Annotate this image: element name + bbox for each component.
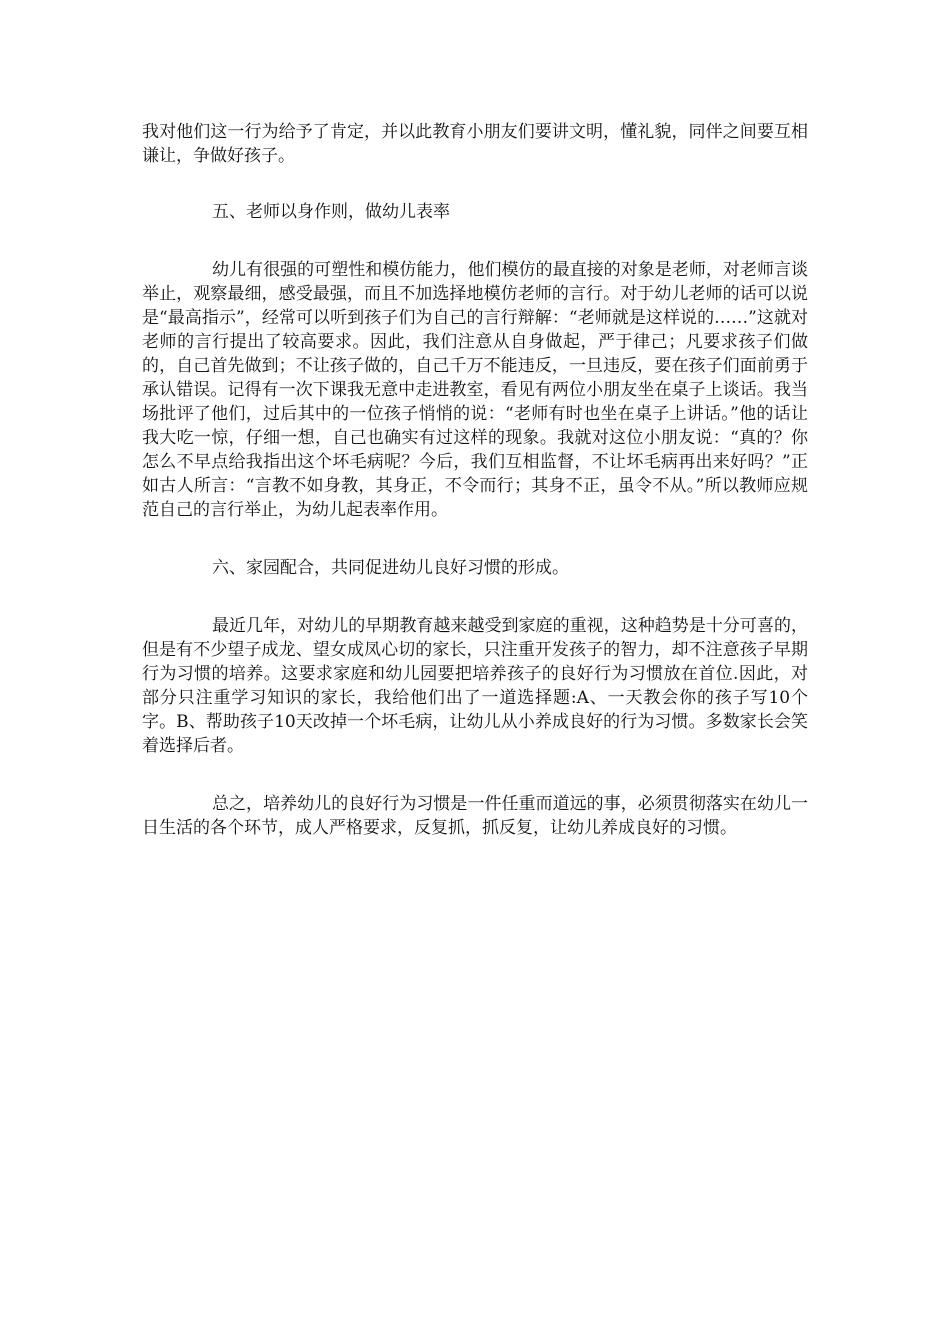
paragraph-conclusion: 总之，培养幼儿的良好行为习惯是一件任重而道远的事，必须贯彻落实在幼儿一日生活的各个环节，成人严格要求，反复抓，抓反复，让幼儿养成良好的习惯。 xyxy=(142,794,808,838)
paragraph-spacer xyxy=(142,522,808,556)
document-body xyxy=(142,120,808,840)
paragraph-spacer xyxy=(142,758,808,792)
paragraph-spacer xyxy=(142,224,808,258)
paragraph-spacer xyxy=(142,580,808,614)
section-heading-6: 六、家园配合，共同促进幼儿良好习惯的形成。 xyxy=(212,558,569,578)
paragraph-spacer xyxy=(142,168,808,200)
section-heading-5: 五、老师以身作则，做幼儿表率 xyxy=(212,202,450,222)
paragraph-home-school: 最近几年，对幼儿的早期教育越来越受到家庭的重视，这种趋势是十分可喜的，但是有不少望子成龙、望女成凤心切的家长，只注重开发孩子的智力，却不注意孩子早期行为习惯的培养。这要求家庭和幼儿园要把培养孩子的良好行为习惯放在首位.因此，对部分只注重学习知识的家长，我给他们出了一道选择题:A、一天教会你的孩子写10个字。B、帮助孩子10天改掉一个坏毛病，让幼儿从小养成良好的行为习惯。多数家长会笑着选择后者。 xyxy=(142,616,808,756)
paragraph-continuation: 我对他们这一行为给予了肯定，并以此教育小朋友们要讲文明，懂礼貌，同伴之间要互相谦让，争做好孩子。 xyxy=(142,122,808,166)
paragraph-teacher-example: 幼儿有很强的可塑性和模仿能力，他们模仿的最直接的对象是老师，对老师言谈举止，观察最细，感受最强，而且不加选择地模仿老师的言行。对于幼儿老师的话可以说是“最高指示”，经常可以听到孩子们为自己的言行辩解：“老师就是这样说的……”这就对老师的言行提出了较高要求。因此，我们注意从自身做起，严于律己；凡要求孩子们做的，自己首先做到；不让孩子做的，自己千万不能违反，一旦违反，要在孩子们面前勇于承认错误。记得有一次下课我无意中走进教室，看见有两位小朋友坐在桌子上谈话。我当场批评了他们，过后其中的一位孩子悄悄的说：“老师有时也坐在桌子上讲话。”他的话让我大吃一惊，仔细一想，自己也确实有过这样的现象。我就对这位小朋友说：“真的？你怎么不早点给我指出这个坏毛病呢？今后，我们互相监督，不让坏毛病再出来好吗？”正如古人所言：“言教不如身教，其身正，不令而行；其身不正，虽令不从。”所以教师应规范自己的言行举止，为幼儿起表率作用。 xyxy=(142,260,808,520)
